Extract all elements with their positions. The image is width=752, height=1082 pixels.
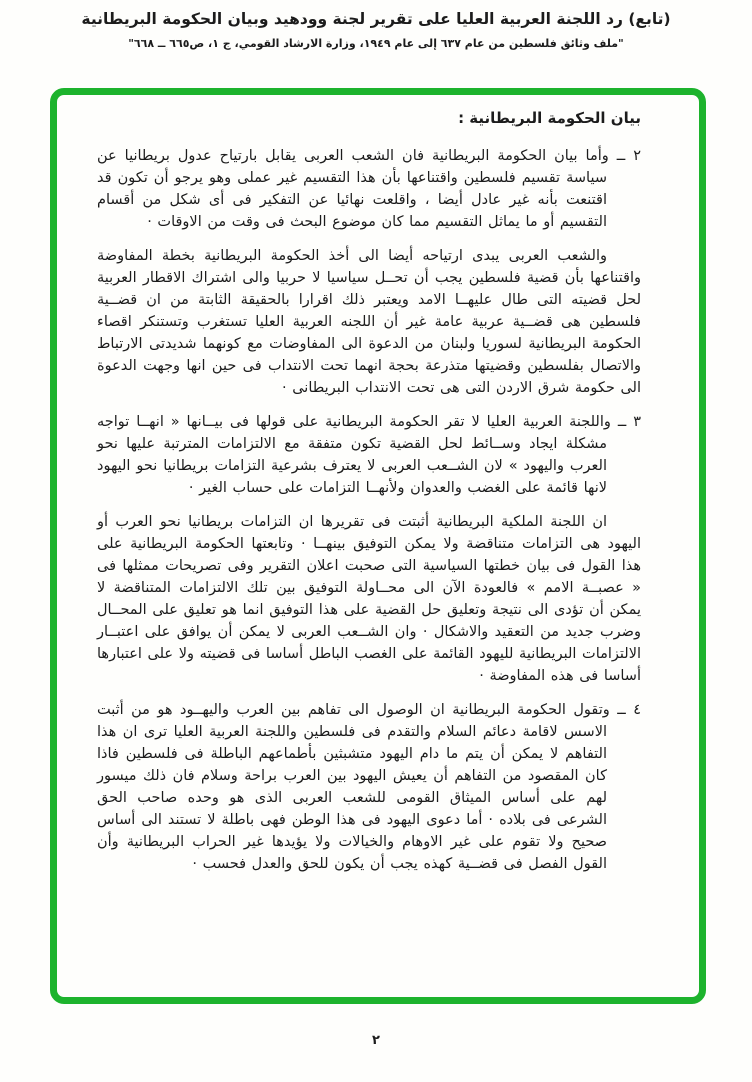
document-title: (تابع) رد اللجنة العربية العليا على تقرير لجنة وودهيد وبيان الحكومة البريطانية xyxy=(81,10,671,28)
paragraph-3-continuation xyxy=(97,511,641,687)
paragraph-4-number: ٤ ــ xyxy=(617,702,642,718)
page-number: ٢ xyxy=(372,1033,380,1048)
section-heading: بيان الحكومة البريطانية : xyxy=(458,109,641,127)
paragraph-3 xyxy=(97,411,641,499)
paragraph-2-continuation-text: والشعب العربى يبدى ارتياحه أيضا الى أخذ الحكومة البريطانية بخطة المفاوضة واقتناعها بأن قضية فلسطين يجب أن تحــل سياسيا لا حربيا والى اشتراك الاقطار العربية لحل قضيته التى طال عليهــا الامد ويعتبر ذلك اقرارا بالحقيقة الثابتة من ان قضــية فلسطين هى قضــية عربية عامة غير أن اللجنه العربية العليا تستغرب وتستنكر اقصاء الحكومة البريطانية لسوريا ولبنان من الدعوة الى المفاوضات مع كونهما شديدتى الارتباط والاتصال بفلسطين وقضيتها متذرعة بحجة انهما تحت الانتداب فى حين انها وجهت الدعوة الى حكومة شرق الاردن التى هى تحت الانتداب البريطانى · xyxy=(97,248,641,396)
paragraph-3-continuation-text: ان اللجنة الملكية البريطانية أثبتت فى تقريرها ان التزامات بريطانيا نحو العرب أو اليهود هى التزامات متناقضة ولا يمكن التوفيق بينهــا · وتابعتها الحكومة البريطانية على هذا القول فى بيان خطتها السياسية التى صحبت اعلان التقرير وفى تصريحات ممثلها فى « عصبــة الامم » فالعودة الآن الى محــاولة التوفيق بين تلك الالتزامات المتناقضة لا يمكن أن تؤدى الى نتيجة وتعليق حل القضية على هذا التوفيق انما هو تعليق على المحــال وضرب جديد من التعقيد والاشكال · وان الشــعب العربى لا يمكن أن يوافق على اعتبــار الالتزامات البريطانية لليهود القائمة على الغصب الباطل أساسا فى قضيته ولا على اعتبارها أساسا فى هذه المفاوضة · xyxy=(97,514,641,684)
paragraph-3-number: ٣ ــ xyxy=(617,414,642,430)
paragraph-4 xyxy=(97,699,641,875)
paragraph-2-number: ٢ ــ xyxy=(616,148,642,164)
paragraph-3-text: واللجنة العربية العليا لا تقر الحكومة البريطانية على قولها فى بيــانها « انهــا تواجه مشكلة ايجاد وســائط لحل القضية تكون متفقة مع الالتزامات المترتبة عليها نحو العرب واليهود » لان الشــعب العربى لا يعترف بشرعية التزامات بريطانيا نحو اليهود لانها قائمة على الغضب والعدوان ولأنهــا التزامات على حساب الغير · xyxy=(97,414,611,496)
highlight-annotation-box xyxy=(50,88,706,1004)
paragraph-2-text: وأما بيان الحكومة البريطانية فان الشعب العربى يقابل بارتياح عدول بريطانيا عن سياسة تقسيم فلسطين واقتناعها بأن هذا التقسيم غير عملى وهو يرجو أن تكون قد اقتنعت بأنه غير عادل أيضا ، واقلعت نهائيا عن التفكير فى أى شكل من أقسام التقسيم أو ما يماثل التقسيم مما كان موضوع البحث فى وقت من الاوقات · xyxy=(97,148,609,230)
paragraph-2 xyxy=(97,145,641,233)
page-header xyxy=(0,10,752,50)
paragraph-2-continuation xyxy=(97,245,641,399)
paragraph-4-text: وتقول الحكومة البريطانية ان الوصول الى تفاهم بين العرب واليهــود هو من أثبت الاسس لاقامة دعائم السلام والتقدم فى فلسطين واللجنة العربية العليا ترى ان هذا التفاهم لا يمكن أن يتم ما دام اليهود متشبثين بأطماعهم الباطلة فى فلسطين فاذا كان المقصود من التفاهم أن يعيش اليهود بين العرب براحة وسلام فان ذلك ميسور لهم على أساس الميثاق القومى للشعب العربى الذى هو وحده صاحب الحق الشرعى فى بلاده · أما دعوى اليهود فى هذا الوطن فهى باطلة لا تستند الى أساس صحيح ولا تقوم على غير الاوهام والخيالات ولا يؤيدها غير الحراب البريطانية وأن القول الفصل فى قضــية كهذه يجب أن يكون للحق والعدل فحسب · xyxy=(97,702,610,872)
source-citation: "ملف وثائق فلسطين من عام ٦٣٧ إلى عام ١٩٤٩، وزارة الارشاد القومي، ج ١، ص٦٦٥ ــ ٦٦٨" xyxy=(128,37,624,50)
